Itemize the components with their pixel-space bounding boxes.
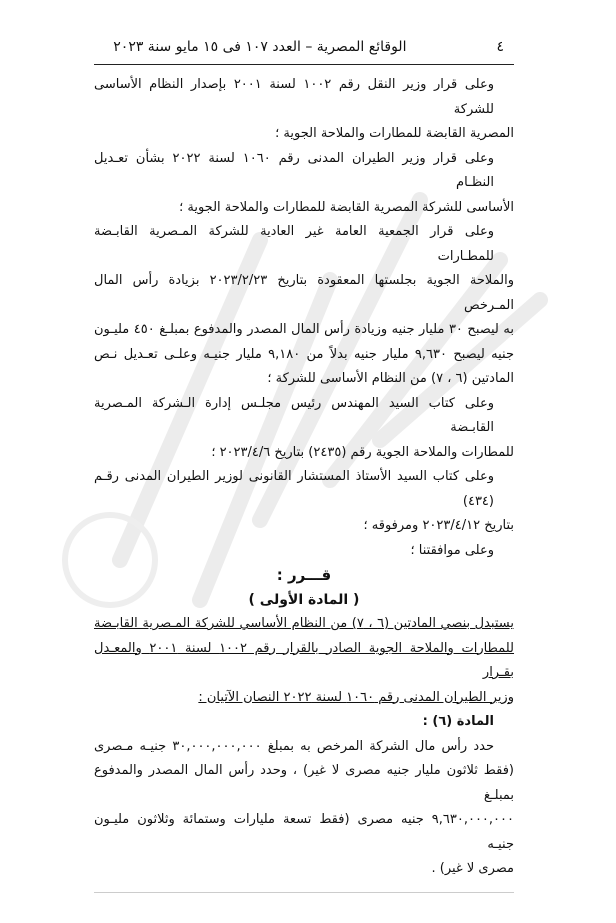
text-line: وعلى قرار الجمعية العامة غير العادية للشركة المـصرية القابـضة للمطـارات (94, 224, 494, 264)
page-number: ٤ (496, 39, 504, 55)
header-title: الوقائع المصرية – العدد ١٠٧ فى ١٥ مايو سنة ٢٠٢٣ (113, 39, 407, 55)
text-line: الأساسى للشركة المصرية القابضة للمطارات والملاحة الجوية ؛ (179, 199, 514, 215)
document-page (94, 0, 514, 923)
decision-heading: قـــرر : (276, 566, 332, 584)
text-line: حدد رأس مال الشركة المرخص به بمبلغ ٣٠,٠٠٠,٠٠٠,٠٠٠ جنيـه مـصرى (94, 738, 494, 754)
text-line: وعلى قرار وزير الطيران المدنى رقم ١٠٦٠ لسنة ٢٠٢٢ بشأن تعـديل النظـام (94, 150, 494, 190)
text-line: وعلى موافقتنا ؛ (410, 542, 494, 558)
article-heading: ( المادة الأولى ) (248, 591, 360, 608)
text-line: المادتين (٦ ، ٧) من النظام الأساسى للشركة ؛ (267, 371, 514, 386)
header-rule (94, 64, 514, 65)
text-line-underlined: وزير الطيران المدنى رقم ١٠٦٠ لسنة ٢٠٢٢ النصان الآتيان : (198, 689, 514, 705)
page-header (94, 36, 514, 58)
text-line: للمطارات والملاحة الجوية رقم (٢٤٣٥) بتاريخ ٢٠٢٣/٤/٦ ؛ (211, 444, 514, 460)
text-line: بتاريخ ٢٠٢٣/٤/١٢ ومرفوقه ؛ (363, 518, 514, 533)
text-line: والملاحة الجوية بجلستها المعقودة بتاريخ ٢٠٢٣/٢/٢٣ بزيادة رأس المال المـرخص (94, 273, 514, 313)
text-line: وعلى قرار وزير النقل رقم ١٠٠٢ لسنة ٢٠٠١ بإصدار النظام الأساسى للشركة (94, 77, 494, 117)
text-line: (فقط ثلاثون مليار جنيه مصرى لا غير) ، وحدد رأس المال المصدر والمدفوع بمبلـغ (94, 763, 514, 803)
text-line: جنيه ليصبح ٩,٦٣٠ مليار جنيه بدلاً من ٩,١٨٠ مليار جنيـه وعلـى تعـديل نـص (94, 346, 514, 362)
text-line: للمطارات والملاحة الجوية الصادر بالقرار رقم ١٠٠٢ لسنة ٢٠٠١ والمعـدل بقـرار (94, 640, 515, 680)
text-line: وعلى كتاب السيد المهندس رئيس مجلـس إدارة الـشركة المـصرية القابـضة (94, 395, 494, 435)
page-bottom-edge (94, 892, 514, 893)
text-line: وعلى كتاب السيد الأستاذ المستشار القانونى لوزير الطيران المدنى رقـم (٤٣٤) (94, 469, 494, 509)
text-line: يستبدل بنصي المادتين (٦ ، ٧) من النظام الأساسي للشركة المـصرية القابـضة (94, 616, 514, 631)
text-line: المصرية القابضة للمطارات والملاحة الجوية ؛ (275, 126, 514, 141)
article-6-heading: المادة (٦) : (422, 714, 494, 729)
text-line: مصرى لا غير) . (431, 861, 514, 876)
text-line: به ليصبح ٣٠ مليار جنيه وزيادة رأس المال المصدر والمدفوع بمبلـغ ٤٥٠ مليـون (94, 322, 514, 337)
text-line: ٩,٦٣٠,٠٠٠,٠٠٠ جنيه مصرى (فقط تسعة مليارات وستمائة وثلاثون مليـون جنيـه (94, 812, 514, 852)
